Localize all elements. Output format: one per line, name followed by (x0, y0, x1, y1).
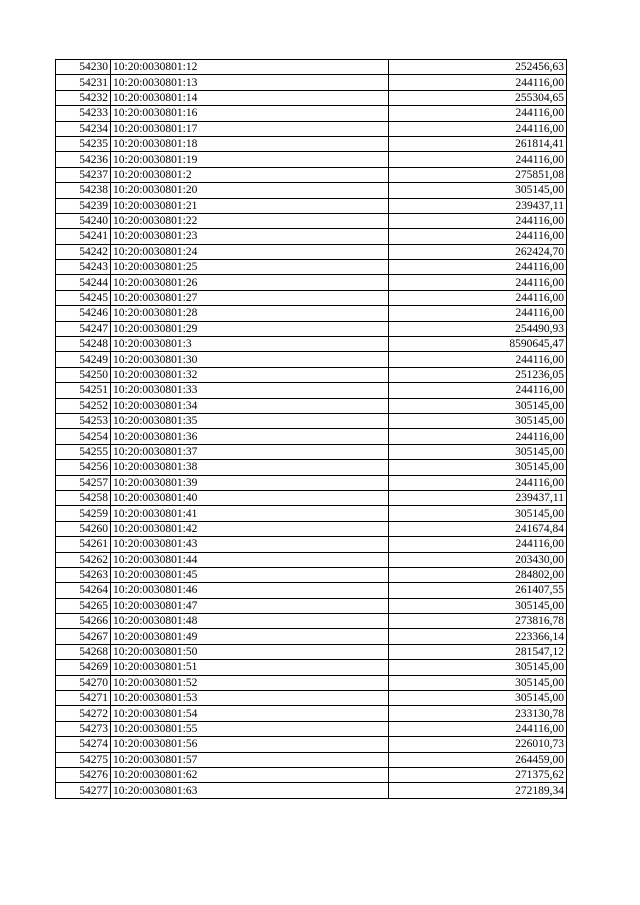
value-cell: 244116,00 (389, 537, 567, 552)
table-row (56, 413, 567, 428)
table-row (56, 121, 567, 136)
table-row (56, 136, 567, 151)
table-row (56, 614, 567, 629)
row-number-cell: 54233 (56, 106, 111, 121)
row-number-cell: 54274 (56, 737, 111, 752)
table-row (56, 290, 567, 305)
table-row (56, 183, 567, 198)
row-number-cell: 54235 (56, 136, 111, 151)
value-cell: 275851,08 (389, 167, 567, 182)
cadastral-number-cell: 10:20:0030801:54 (111, 706, 389, 721)
table-row (56, 90, 567, 105)
value-cell: 261407,55 (389, 583, 567, 598)
cadastral-number-cell: 10:20:0030801:17 (111, 121, 389, 136)
cadastral-number-cell: 10:20:0030801:20 (111, 183, 389, 198)
table-row (56, 644, 567, 659)
value-cell: 305145,00 (389, 398, 567, 413)
cadastral-number-cell: 10:20:0030801:37 (111, 444, 389, 459)
table-row (56, 198, 567, 213)
row-number-cell: 54241 (56, 229, 111, 244)
value-cell: 239437,11 (389, 198, 567, 213)
cadastral-number-cell: 10:20:0030801:12 (111, 60, 389, 75)
row-number-cell: 54266 (56, 614, 111, 629)
value-cell: 244116,00 (389, 429, 567, 444)
cadastral-number-cell: 10:20:0030801:63 (111, 783, 389, 798)
cadastral-number-cell: 10:20:0030801:38 (111, 460, 389, 475)
cadastral-number-cell: 10:20:0030801:39 (111, 475, 389, 490)
cadastral-number-cell: 10:20:0030801:55 (111, 721, 389, 736)
table-row (56, 691, 567, 706)
row-number-cell: 54239 (56, 198, 111, 213)
value-cell: 244116,00 (389, 213, 567, 228)
cadastral-number-cell: 10:20:0030801:14 (111, 90, 389, 105)
cadastral-number-cell: 10:20:0030801:26 (111, 275, 389, 290)
value-cell: 244116,00 (389, 383, 567, 398)
table-row (56, 367, 567, 382)
value-cell: 305145,00 (389, 598, 567, 613)
table-row (56, 321, 567, 336)
cadastral-number-cell: 10:20:0030801:21 (111, 198, 389, 213)
cadastral-number-cell: 10:20:0030801:48 (111, 614, 389, 629)
value-cell: 223366,14 (389, 629, 567, 644)
cadastral-number-cell: 10:20:0030801:51 (111, 660, 389, 675)
row-number-cell: 54257 (56, 475, 111, 490)
value-cell: 226010,73 (389, 737, 567, 752)
table-row (56, 537, 567, 552)
table-row (56, 275, 567, 290)
cadastral-number-cell: 10:20:0030801:16 (111, 106, 389, 121)
value-cell: 239437,11 (389, 490, 567, 505)
value-cell: 272189,34 (389, 783, 567, 798)
row-number-cell: 54246 (56, 306, 111, 321)
value-cell: 273816,78 (389, 614, 567, 629)
value-cell: 8590645,47 (389, 337, 567, 352)
value-cell: 262424,70 (389, 244, 567, 259)
cadastral-number-cell: 10:20:0030801:2 (111, 167, 389, 182)
table-row (56, 306, 567, 321)
cadastral-number-cell: 10:20:0030801:28 (111, 306, 389, 321)
cadastral-number-cell: 10:20:0030801:25 (111, 260, 389, 275)
cadastral-number-cell: 10:20:0030801:49 (111, 629, 389, 644)
cadastral-number-cell: 10:20:0030801:30 (111, 352, 389, 367)
table-row (56, 475, 567, 490)
table-row (56, 383, 567, 398)
table-row (56, 721, 567, 736)
row-number-cell: 54275 (56, 752, 111, 767)
value-cell: 244116,00 (389, 75, 567, 90)
value-cell: 244116,00 (389, 229, 567, 244)
row-number-cell: 54236 (56, 152, 111, 167)
table-row (56, 783, 567, 798)
table-row (56, 152, 567, 167)
value-cell: 284802,00 (389, 567, 567, 582)
row-number-cell: 54269 (56, 660, 111, 675)
cadastral-number-cell: 10:20:0030801:62 (111, 767, 389, 782)
value-cell: 244116,00 (389, 352, 567, 367)
table-row (56, 213, 567, 228)
value-cell: 233130,78 (389, 706, 567, 721)
value-cell: 305145,00 (389, 675, 567, 690)
value-cell: 244116,00 (389, 260, 567, 275)
table-row (56, 260, 567, 275)
value-cell: 244116,00 (389, 106, 567, 121)
cadastral-number-cell: 10:20:0030801:33 (111, 383, 389, 398)
table-row (56, 521, 567, 536)
table-row (56, 598, 567, 613)
row-number-cell: 54252 (56, 398, 111, 413)
row-number-cell: 54234 (56, 121, 111, 136)
table-row (56, 629, 567, 644)
table-row (56, 767, 567, 782)
cadastral-number-cell: 10:20:0030801:36 (111, 429, 389, 444)
cadastral-number-cell: 10:20:0030801:44 (111, 552, 389, 567)
cadastral-number-cell: 10:20:0030801:35 (111, 413, 389, 428)
value-cell: 244116,00 (389, 121, 567, 136)
row-number-cell: 54258 (56, 490, 111, 505)
value-cell: 305145,00 (389, 183, 567, 198)
row-number-cell: 54256 (56, 460, 111, 475)
cadastral-number-cell: 10:20:0030801:13 (111, 75, 389, 90)
table-row (56, 583, 567, 598)
cadastral-number-cell: 10:20:0030801:53 (111, 691, 389, 706)
row-number-cell: 54277 (56, 783, 111, 798)
row-number-cell: 54260 (56, 521, 111, 536)
table-row (56, 229, 567, 244)
cadastral-number-cell: 10:20:0030801:29 (111, 321, 389, 336)
row-number-cell: 54247 (56, 321, 111, 336)
row-number-cell: 54263 (56, 567, 111, 582)
value-cell: 305145,00 (389, 444, 567, 459)
cadastral-number-cell: 10:20:0030801:27 (111, 290, 389, 305)
row-number-cell: 54230 (56, 60, 111, 75)
row-number-cell: 54242 (56, 244, 111, 259)
cadastral-number-cell: 10:20:0030801:24 (111, 244, 389, 259)
table-body (56, 60, 567, 799)
row-number-cell: 54261 (56, 537, 111, 552)
value-cell: 244116,00 (389, 275, 567, 290)
cadastral-number-cell: 10:20:0030801:19 (111, 152, 389, 167)
row-number-cell: 54276 (56, 767, 111, 782)
row-number-cell: 54248 (56, 337, 111, 352)
value-cell: 261814,41 (389, 136, 567, 151)
row-number-cell: 54237 (56, 167, 111, 182)
table-row (56, 337, 567, 352)
row-number-cell: 54240 (56, 213, 111, 228)
table-row (56, 429, 567, 444)
cadastral-number-cell: 10:20:0030801:34 (111, 398, 389, 413)
value-cell: 305145,00 (389, 660, 567, 675)
cadastral-number-cell: 10:20:0030801:3 (111, 337, 389, 352)
row-number-cell: 54254 (56, 429, 111, 444)
row-number-cell: 54264 (56, 583, 111, 598)
value-cell: 244116,00 (389, 290, 567, 305)
data-table (55, 59, 567, 799)
value-cell: 255304,65 (389, 90, 567, 105)
row-number-cell: 54270 (56, 675, 111, 690)
table-row (56, 752, 567, 767)
cadastral-number-cell: 10:20:0030801:47 (111, 598, 389, 613)
cadastral-number-cell: 10:20:0030801:50 (111, 644, 389, 659)
cadastral-number-cell: 10:20:0030801:56 (111, 737, 389, 752)
table-row (56, 506, 567, 521)
table-row (56, 660, 567, 675)
value-cell: 305145,00 (389, 691, 567, 706)
value-cell: 241674,84 (389, 521, 567, 536)
table-row (56, 352, 567, 367)
cadastral-number-cell: 10:20:0030801:45 (111, 567, 389, 582)
row-number-cell: 54243 (56, 260, 111, 275)
table-row (56, 675, 567, 690)
value-cell: 244116,00 (389, 306, 567, 321)
table-row (56, 567, 567, 582)
row-number-cell: 54259 (56, 506, 111, 521)
cadastral-number-cell: 10:20:0030801:23 (111, 229, 389, 244)
row-number-cell: 54251 (56, 383, 111, 398)
value-cell: 254490,93 (389, 321, 567, 336)
value-cell: 244116,00 (389, 721, 567, 736)
value-cell: 203430,00 (389, 552, 567, 567)
value-cell: 305145,00 (389, 506, 567, 521)
row-number-cell: 54273 (56, 721, 111, 736)
row-number-cell: 54271 (56, 691, 111, 706)
table-row (56, 706, 567, 721)
row-number-cell: 54253 (56, 413, 111, 428)
row-number-cell: 54232 (56, 90, 111, 105)
cadastral-number-cell: 10:20:0030801:41 (111, 506, 389, 521)
value-cell: 244116,00 (389, 152, 567, 167)
table-row (56, 460, 567, 475)
table-row (56, 167, 567, 182)
row-number-cell: 54250 (56, 367, 111, 382)
cadastral-number-cell: 10:20:0030801:18 (111, 136, 389, 151)
value-cell: 305145,00 (389, 460, 567, 475)
row-number-cell: 54249 (56, 352, 111, 367)
row-number-cell: 54272 (56, 706, 111, 721)
table-row (56, 444, 567, 459)
cadastral-number-cell: 10:20:0030801:52 (111, 675, 389, 690)
table-row (56, 490, 567, 505)
value-cell: 252456,63 (389, 60, 567, 75)
table-row (56, 398, 567, 413)
table-row (56, 106, 567, 121)
table-row (56, 60, 567, 75)
row-number-cell: 54267 (56, 629, 111, 644)
table-row (56, 244, 567, 259)
row-number-cell: 54262 (56, 552, 111, 567)
cadastral-number-cell: 10:20:0030801:22 (111, 213, 389, 228)
cadastral-number-cell: 10:20:0030801:57 (111, 752, 389, 767)
table-row (56, 552, 567, 567)
table-row (56, 75, 567, 90)
cadastral-number-cell: 10:20:0030801:32 (111, 367, 389, 382)
value-cell: 264459,00 (389, 752, 567, 767)
cadastral-number-cell: 10:20:0030801:43 (111, 537, 389, 552)
cadastral-number-cell: 10:20:0030801:42 (111, 521, 389, 536)
value-cell: 244116,00 (389, 475, 567, 490)
value-cell: 251236,05 (389, 367, 567, 382)
cadastral-number-cell: 10:20:0030801:46 (111, 583, 389, 598)
row-number-cell: 54244 (56, 275, 111, 290)
value-cell: 271375,62 (389, 767, 567, 782)
value-cell: 305145,00 (389, 413, 567, 428)
row-number-cell: 54255 (56, 444, 111, 459)
row-number-cell: 54265 (56, 598, 111, 613)
row-number-cell: 54268 (56, 644, 111, 659)
value-cell: 281547,12 (389, 644, 567, 659)
row-number-cell: 54238 (56, 183, 111, 198)
table-row (56, 737, 567, 752)
cadastral-number-cell: 10:20:0030801:40 (111, 490, 389, 505)
row-number-cell: 54245 (56, 290, 111, 305)
row-number-cell: 54231 (56, 75, 111, 90)
